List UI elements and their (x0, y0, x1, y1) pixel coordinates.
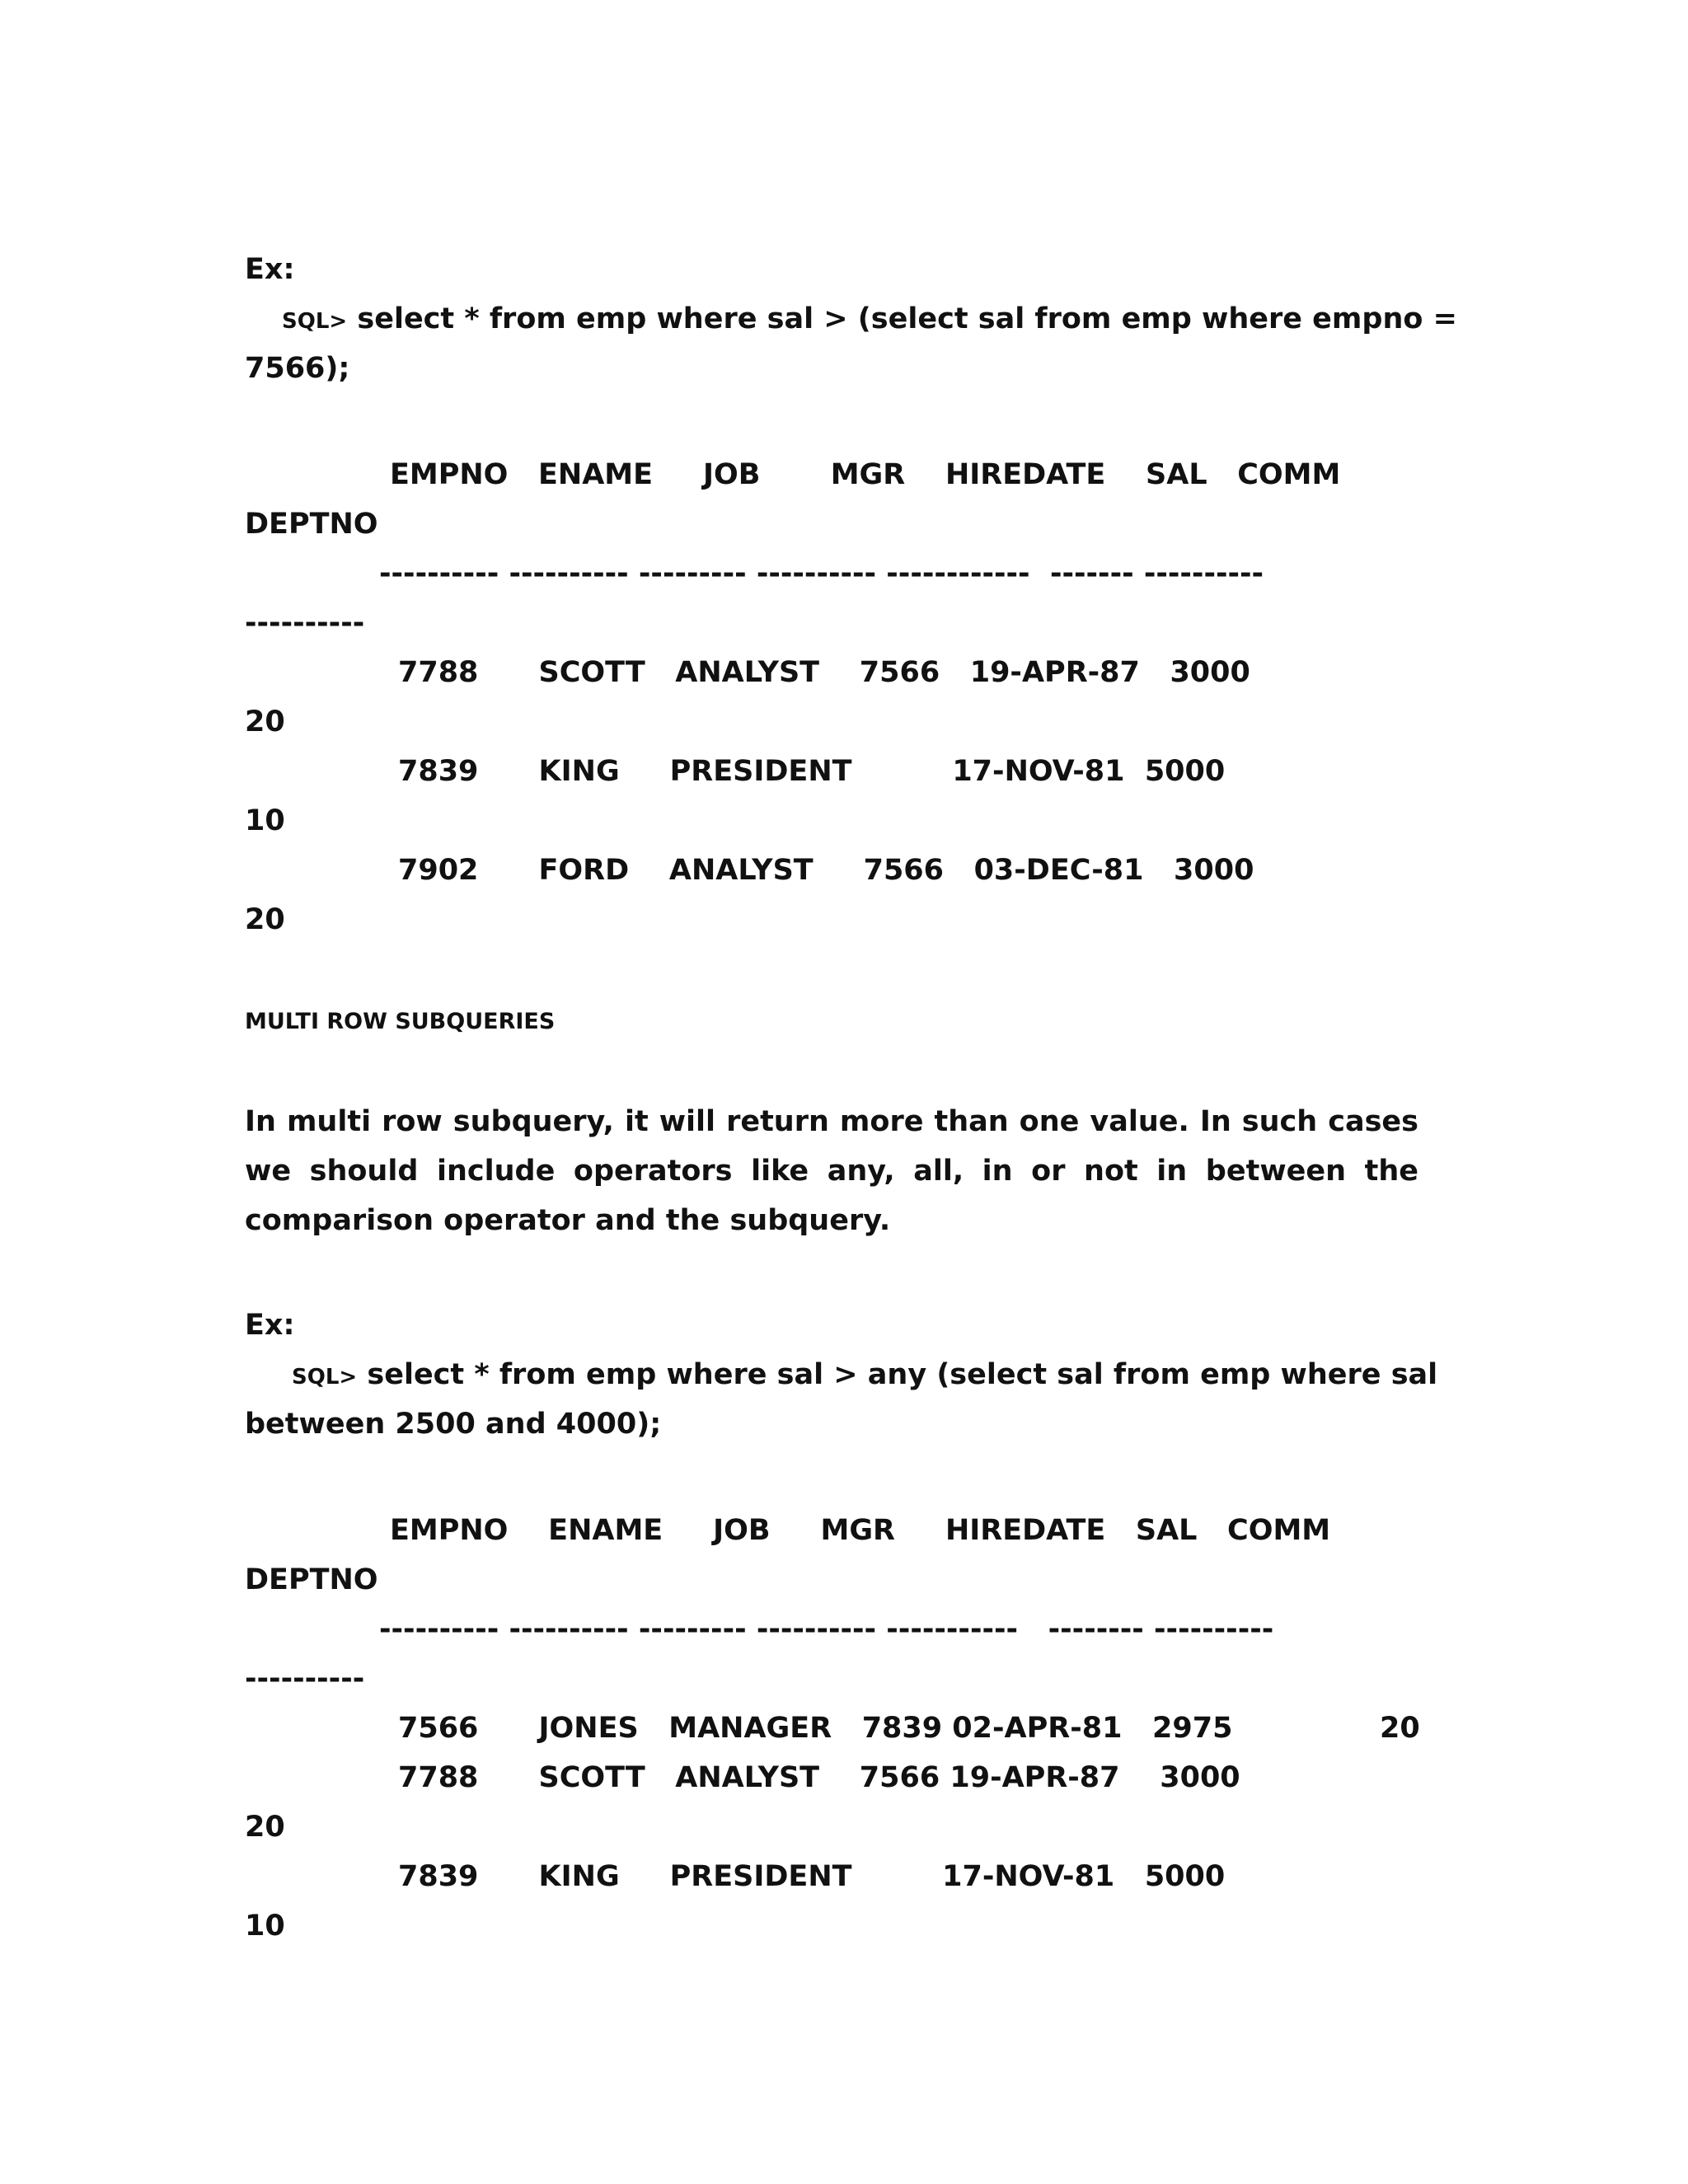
sql-query-text: select * from emp where sal > any (select sal from emp where sal (357, 1358, 1438, 1391)
result-header-wrap: DEPTNO (245, 1563, 378, 1596)
sql-prompt: SQL> (282, 309, 348, 334)
sql-prompt: SQL> (292, 1365, 358, 1390)
table-row: 7566 JONES MANAGER 7839 02-APR-81 2975 (398, 1712, 1233, 1745)
table-row: 7788 SCOTT ANALYST 7566 19-APR-87 3000 (398, 656, 1250, 689)
table-row-deptno: 20 (1380, 1712, 1420, 1745)
section-heading: MULTI ROW SUBQUERIES (245, 1009, 556, 1034)
result-separator: ---------- ---------- --------- ---------- ------------ ------- ---------- (379, 557, 1264, 590)
result-header: EMPNO ENAME JOB MGR HIREDATE SAL COMM (390, 458, 1341, 491)
table-row-deptno: 20 (245, 705, 285, 738)
result-separator-wrap: ---------- (245, 607, 365, 640)
table-row-deptno: 10 (245, 1910, 285, 1943)
table-row: 7839 KING PRESIDENT 17-NOV-81 5000 (398, 755, 1226, 788)
sql-query-text: select * from emp where sal > (select sal from emp where empno = (347, 302, 1457, 335)
result-separator: ---------- ---------- --------- ---------- ----------- -------- ---------- (379, 1613, 1274, 1646)
example-label: Ex: (245, 253, 295, 286)
result-separator-wrap: ---------- (245, 1662, 365, 1695)
table-row: 7902 FORD ANALYST 7566 03-DEC-81 3000 (398, 854, 1254, 887)
sql-query-line (292, 1357, 1437, 1395)
body-paragraph: In multi row subquery, it will return more than one value. In such cases we should include operators like any, all, in or not in between the comparison operator and the subquery. (245, 1105, 1418, 1237)
table-row: 7788 SCOTT ANALYST 7566 19-APR-87 3000 (398, 1761, 1240, 1794)
sql-query-continuation: 7566); (245, 352, 350, 385)
example-label: Ex: (245, 1309, 295, 1342)
sql-query-continuation: between 2500 and 4000); (245, 1408, 662, 1441)
table-row: 7839 KING PRESIDENT 17-NOV-81 5000 (398, 1860, 1226, 1893)
table-row-deptno: 20 (245, 1811, 285, 1844)
table-row-deptno: 10 (245, 804, 285, 837)
result-header: EMPNO ENAME JOB MGR HIREDATE SAL COMM (390, 1514, 1331, 1547)
sql-query-line (282, 301, 1457, 340)
result-header-wrap: DEPTNO (245, 508, 378, 541)
table-row-deptno: 20 (245, 903, 285, 936)
